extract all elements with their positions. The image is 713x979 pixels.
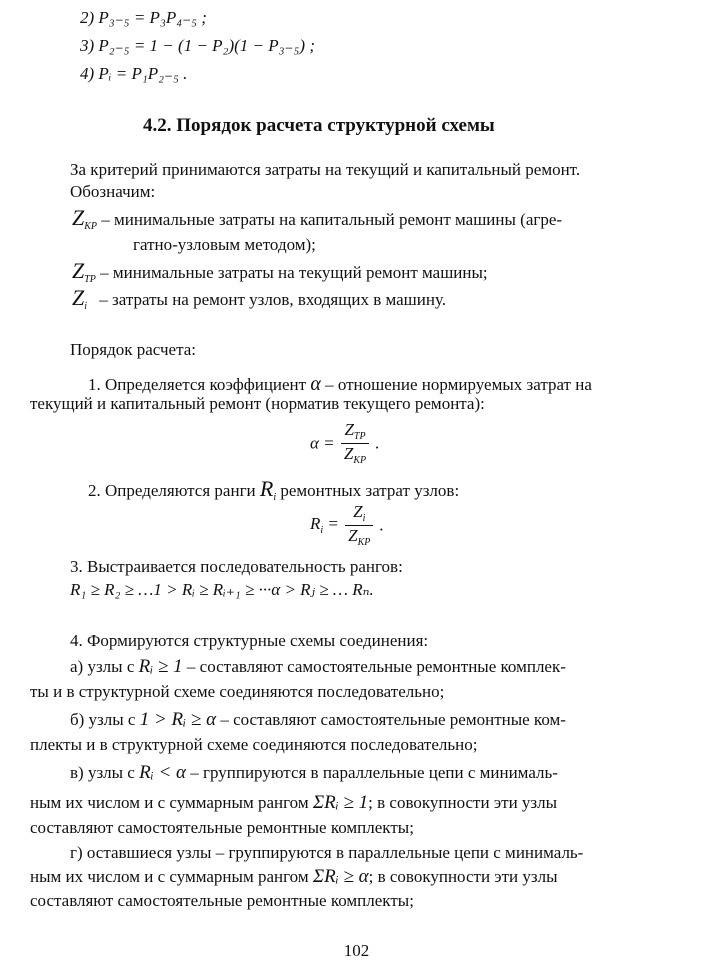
zkr-text-2: гатно-узловым методом); bbox=[133, 235, 316, 254]
item-a-line-2: ты и в структурной схеме соединяются последовательно; bbox=[30, 682, 445, 701]
item-b-text-1: – составляют самостоятельные ремонтные ком- bbox=[220, 710, 566, 729]
alpha-denominator bbox=[341, 444, 369, 467]
alpha-den-symbol: Z bbox=[343, 444, 354, 463]
rank-fraction bbox=[345, 502, 373, 549]
order-label: Порядок расчета: bbox=[70, 340, 197, 359]
item-c-text-2a: ным их числом и с суммарным рангом bbox=[30, 793, 309, 812]
zi-subscript: i bbox=[84, 301, 88, 312]
step-2-line bbox=[88, 476, 459, 504]
alpha-num-sub: ТР bbox=[353, 431, 366, 442]
step-1-line-2: текущий и капитальный ремонт (норматив текущего ремонта): bbox=[30, 394, 485, 413]
item-d-line-2 bbox=[30, 866, 558, 889]
item-c-line-2 bbox=[30, 792, 557, 815]
zkr-text-1: – минимальные затраты на капитальный ремонт машины (агре- bbox=[101, 210, 563, 229]
zkr-subscript: КР bbox=[84, 221, 97, 232]
item-a-condition: Rᵢ ≥ 1 bbox=[138, 656, 183, 677]
item-c-text-2b: ; в совокупности эти узлы bbox=[368, 793, 558, 812]
alpha-symbol: α bbox=[310, 373, 321, 395]
formula-4: 4) Pᵢ = P₁P₂₋₅ . bbox=[80, 64, 188, 83]
rank-denominator bbox=[345, 526, 373, 549]
rank-formula-end: . bbox=[379, 515, 384, 535]
rank-numerator bbox=[345, 502, 373, 526]
rank-symbol: R bbox=[259, 476, 274, 501]
rank-num-sub: i bbox=[362, 513, 366, 524]
rank-eq: = bbox=[327, 514, 339, 533]
item-a-prefix: а) узлы с bbox=[70, 657, 135, 676]
item-d-line-1: г) оставшиеся узлы – группируются в параллельные цепи с минималь- bbox=[70, 843, 584, 862]
rank-num-symbol: Z bbox=[353, 502, 363, 521]
alpha-den-sub: КР bbox=[353, 455, 367, 466]
item-d-text-2b: ; в совокупности эти узлы bbox=[368, 867, 558, 886]
item-c-text-1: – группируются в параллельные цепи с минималь- bbox=[190, 763, 558, 782]
rank-formula-lhs bbox=[310, 514, 339, 536]
item-b-line-1 bbox=[70, 709, 566, 732]
item-d-text-2a: ным их числом и с суммарным рангом bbox=[30, 867, 309, 886]
ztr-text: – минимальные затраты на текущий ремонт машины; bbox=[100, 263, 488, 282]
ztr-symbol: Z bbox=[72, 258, 85, 283]
alpha-formula-end: . bbox=[375, 433, 380, 453]
item-c-condition: Rᵢ < α bbox=[139, 762, 187, 783]
step-4-title: 4. Формируются структурные схемы соединения: bbox=[70, 631, 429, 650]
zkr-symbol: Z bbox=[72, 205, 85, 230]
step-1-text-b: – отношение нормируемых затрат на bbox=[325, 375, 592, 394]
item-d-condition: ΣRᵢ ≥ α bbox=[312, 866, 369, 887]
item-b-condition: 1 > Rᵢ ≥ α bbox=[139, 709, 217, 730]
rank-formula bbox=[310, 502, 384, 549]
item-a-line-1 bbox=[70, 656, 566, 679]
alpha-fraction bbox=[341, 420, 369, 467]
rank-lhs-symbol: R bbox=[310, 514, 321, 533]
alpha-num-symbol: Z bbox=[344, 420, 354, 439]
rank-den-sub: КР bbox=[357, 537, 371, 548]
item-a-text-1: – составляют самостоятельные ремонтные комплек- bbox=[186, 657, 566, 676]
alpha-formula bbox=[310, 420, 380, 467]
item-c-prefix: в) узлы с bbox=[70, 763, 135, 782]
intro-line-2: Обозначим: bbox=[70, 182, 156, 201]
rank-den-symbol: Z bbox=[348, 526, 358, 545]
alpha-numerator bbox=[341, 420, 369, 444]
definition-zkr bbox=[72, 205, 562, 233]
intro-line-1: За критерий принимаются затраты на текущий и капитальный ремонт. bbox=[70, 160, 581, 179]
step-1-line-1 bbox=[88, 372, 592, 396]
zi-text: – затраты на ремонт узлов, входящих в машину. bbox=[99, 290, 446, 309]
formula-3: 3) P₂₋₅ = 1 − (1 − P₂)(1 − P₃₋₅) ; bbox=[80, 36, 316, 55]
step-2-text-b: ремонтных затрат узлов: bbox=[280, 481, 460, 500]
rank-subscript: i bbox=[273, 492, 277, 503]
step-3-title: 3. Выстраивается последовательность рангов: bbox=[70, 557, 403, 576]
item-c-line-3: составляют самостоятельные ремонтные комплекты; bbox=[30, 818, 414, 837]
ztr-subscript: ТР bbox=[84, 274, 96, 285]
item-c-condition-2: ΣRᵢ ≥ 1 bbox=[312, 792, 369, 813]
item-c-line-1 bbox=[70, 762, 558, 785]
step-2-text-a: 2. Определяются ранги bbox=[88, 481, 256, 500]
section-title: 4.2. Порядок расчета структурной схемы bbox=[143, 115, 495, 136]
item-d-line-3: составляют самостоятельные ремонтные комплекты; bbox=[30, 891, 414, 910]
zi-symbol: Z bbox=[72, 285, 85, 310]
rank-sequence: R₁ ≥ R₂ ≥ …1 > Rᵢ ≥ Rᵢ₊₁ ≥ ···α > Rⱼ ≥ … Rₙ. bbox=[70, 580, 374, 599]
item-b-prefix: б) узлы с bbox=[70, 710, 136, 729]
alpha-formula-lhs: α = bbox=[310, 433, 335, 453]
page-number: 102 bbox=[343, 941, 370, 960]
step-1-text-a: 1. Определяется коэффициент bbox=[88, 375, 307, 394]
definition-ztr bbox=[72, 258, 488, 286]
formula-2: 2) P₃₋₅ = P₃P₄₋₅ ; bbox=[80, 8, 207, 27]
rank-lhs-sub: i bbox=[320, 525, 324, 536]
item-b-line-2: плекты и в структурной схеме соединяются последовательно; bbox=[30, 735, 478, 754]
definition-zi bbox=[72, 285, 446, 313]
